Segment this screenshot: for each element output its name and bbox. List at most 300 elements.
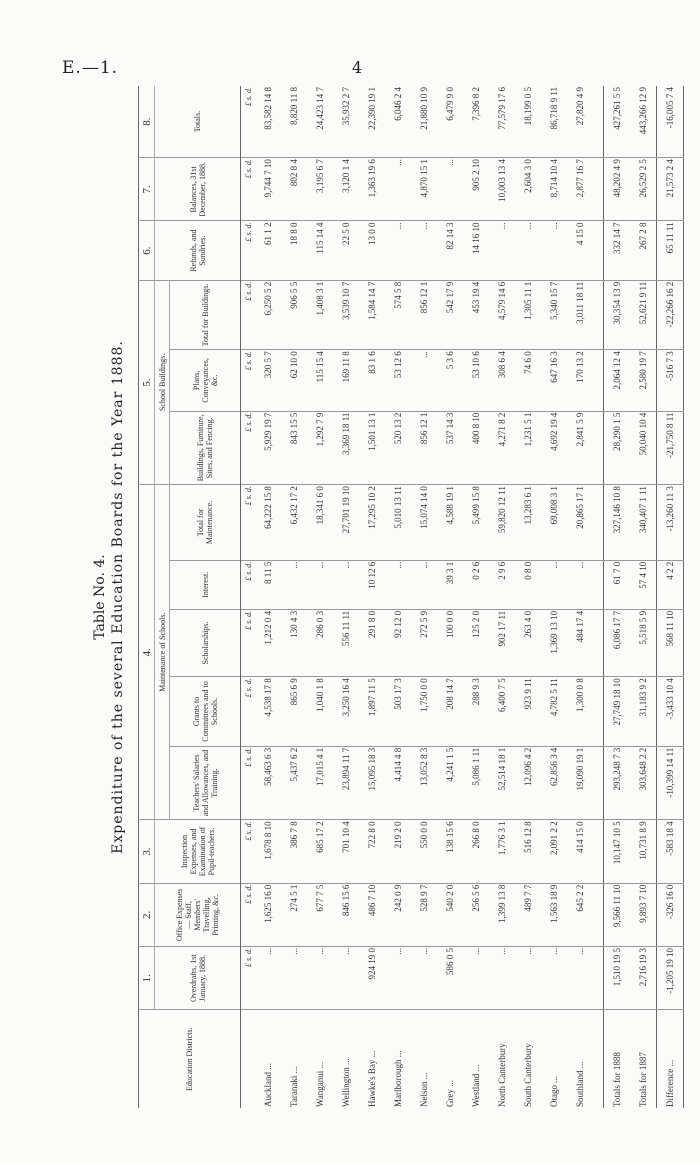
table-cell: -21,750 8 11 [657, 411, 684, 485]
table-cell: 272 5 9 [411, 609, 437, 676]
table-cell: 2,091 2 2 [541, 820, 567, 883]
table-cell: 1,363 19 6 [359, 158, 385, 221]
units-row [241, 86, 256, 1108]
table-cell: 64,222 15 8 [255, 485, 281, 561]
group-number-6: 6. [139, 221, 155, 280]
table-cell: 27,701 19 10 [333, 485, 359, 561]
difference-row [657, 86, 684, 1108]
table-cell: ... [567, 947, 593, 1010]
table-subtitle: Expenditure of the several Education Boards for the Year 1888. [110, 340, 126, 854]
table-cell: 4,538 17 8 [255, 677, 281, 746]
group-number-8: 8. [139, 86, 155, 158]
row-label: Difference ... [665, 1059, 675, 1107]
row-gap [593, 86, 604, 1108]
table-cell: 540 2 0 [437, 883, 463, 946]
units-cell: £ s. d. [241, 947, 256, 1010]
table-cell: 1,231 5 1 [515, 411, 541, 485]
row-label: Grey ... [445, 1080, 455, 1107]
table-cell: 13 0 0 [359, 221, 385, 280]
table-cell: 685 17 2 [307, 820, 333, 883]
table-cell: -3,433 10 4 [657, 677, 684, 746]
table-cell: ... [281, 560, 307, 609]
table-cell: 865 6 9 [281, 677, 307, 746]
table-cell: 208 14 7 [437, 677, 463, 746]
table-row [567, 86, 593, 1108]
table-cell: 484 17 4 [567, 609, 593, 676]
table-cell: 414 15 0 [567, 820, 593, 883]
table-cell: -583 18 4 [657, 820, 684, 883]
table-cell: ... [385, 947, 411, 1010]
table-cell: 293,248 7 3 [604, 746, 631, 820]
table-cell: 7,396 8 2 [463, 86, 489, 158]
rotated-table-page [92, 86, 688, 1108]
table-cell: ... [281, 947, 307, 1010]
units-cell: £ s. d. [241, 677, 256, 746]
table-cell: 115 14 4 [307, 221, 333, 280]
table-cell: ... [515, 947, 541, 1010]
table-cell: 20,865 17 1 [567, 485, 593, 561]
table-cell: 138 15 6 [437, 820, 463, 883]
table-cell: 9,566 11 10 [604, 883, 631, 946]
table-cell: 57 4 10 [630, 560, 657, 609]
table-cell: 23,894 11 7 [333, 746, 359, 820]
table-cell: 6,086 17 7 [604, 609, 631, 676]
expenditure-table [138, 86, 684, 1108]
table-cell: 902 17 11 [489, 609, 515, 676]
table-cell: -13,260 11 3 [657, 485, 684, 561]
table-cell: ... [255, 947, 281, 1010]
table-cell: ... [385, 158, 411, 221]
units-spacer [241, 1010, 256, 1108]
col-header-interest: Interest. [170, 560, 241, 609]
table-cell: 303,648 2 2 [630, 746, 657, 820]
row-label: Totals for 1888 [612, 1052, 622, 1107]
table-cell: 27,820 4 9 [567, 86, 593, 158]
table-cell: 263 4 0 [515, 609, 541, 676]
table-cell: 53 10 6 [463, 350, 489, 411]
table-cell: ... [541, 560, 567, 609]
table-cell: 5,499 15 8 [463, 485, 489, 561]
table-cell: 2,716 19 3 [630, 947, 657, 1010]
table-cell: 2,580 19 7 [630, 350, 657, 411]
table-cell: 14 16 10 [463, 221, 489, 280]
table-cell: 1,750 0 0 [411, 677, 437, 746]
table-cell: 21,573 2 4 [657, 158, 684, 221]
table-cell: 1,369 13 10 [541, 609, 567, 676]
table-row [255, 86, 281, 1108]
table-cell: 26,529 2 5 [630, 158, 657, 221]
table-cell: 6,250 5 2 [255, 280, 281, 349]
table-cell: 12,096 4 2 [515, 746, 541, 820]
table-cell: 58,463 6 3 [255, 746, 281, 820]
col-header-total-maintenance: Total for Maintenance. [170, 485, 241, 561]
col-header-overdrafts: Overdrafts, 1st January, 1888. [155, 947, 241, 1010]
units-cell: £ s. d. [241, 560, 256, 609]
table-cell: 2,604 3 0 [515, 158, 541, 221]
table-cell: 61 1 2 [255, 221, 281, 280]
row-label: Auckland ... [263, 1063, 273, 1107]
table-cell: 86,718 9 11 [541, 86, 567, 158]
units-cell: £ s. d. [241, 86, 256, 158]
table-cell: ... [411, 350, 437, 411]
table-row [541, 86, 567, 1108]
table-cell: 3,250 16 4 [333, 677, 359, 746]
table-cell: 1,563 18 9 [541, 883, 567, 946]
table-cell: 0 8 0 [515, 560, 541, 609]
table-cell: 53 12 6 [385, 350, 411, 411]
table-cell: 677 7 5 [307, 883, 333, 946]
table-cell: 1,584 14 7 [359, 280, 385, 349]
row-label: Marlborough ... [393, 1050, 403, 1107]
table-cell: -22,266 16 2 [657, 280, 684, 349]
table-cell: 8 11 5 [255, 560, 281, 609]
table-cell: 59,820 12 11 [489, 485, 515, 561]
table-cell: ... [437, 158, 463, 221]
table-cell: ... [385, 221, 411, 280]
table-cell: 645 2 2 [567, 883, 593, 946]
table-cell: 10,147 10 5 [604, 820, 631, 883]
table-cell: 1,510 19 5 [604, 947, 631, 1010]
table-cell: 4 15 0 [567, 221, 593, 280]
table-cell: ... [489, 947, 515, 1010]
table-cell: ... [541, 947, 567, 1010]
table-cell: 906 5 5 [281, 280, 307, 349]
col-header-total-buildings: Total for Buildings. [170, 280, 241, 349]
table-cell: 9,744 7 10 [255, 158, 281, 221]
table-cell: 100 0 0 [437, 609, 463, 676]
table-cell: 386 7 8 [281, 820, 307, 883]
table-cell: 8,820 11 8 [281, 86, 307, 158]
table-cell: 4,271 8 2 [489, 411, 515, 485]
table-cell: 3,369 18 11 [333, 411, 359, 485]
table-cell: 586 0 5 [437, 947, 463, 1010]
table-cell: 10 12 6 [359, 560, 385, 609]
table-cell: 6,046 2 4 [385, 86, 411, 158]
table-cell: ... [411, 221, 437, 280]
table-row [385, 86, 411, 1108]
table-cell: 2,841 5 9 [567, 411, 593, 485]
row-label: Taranaki ... [289, 1066, 299, 1107]
table-cell: 0 2 6 [463, 560, 489, 609]
col-header-buildings: Buildings, Furniture, Sites, and Fencing. [170, 411, 241, 485]
table-cell: 4,782 5 11 [541, 677, 567, 746]
table-cell: 10,003 13 4 [489, 158, 515, 221]
table-cell: 169 11 8 [333, 350, 359, 411]
table-cell: 5,010 13 11 [385, 485, 411, 561]
table-row [463, 86, 489, 1108]
table-cell: 9,893 7 10 [630, 883, 657, 946]
table-cell: 291 8 0 [359, 609, 385, 676]
page-number: 4 [352, 58, 363, 77]
table-cell: ... [411, 947, 437, 1010]
table-cell: 17,295 10 2 [359, 485, 385, 561]
table-cell: 22 5 0 [333, 221, 359, 280]
table-cell: 856 12 1 [411, 411, 437, 485]
units-cell: £ s. d. [241, 883, 256, 946]
totals-row [630, 86, 657, 1108]
table-cell: 18,341 6 0 [307, 485, 333, 561]
table-cell: 35,932 2 7 [333, 86, 359, 158]
table-cell: 17,015 4 1 [307, 746, 333, 820]
row-label: Southland ... [575, 1061, 585, 1107]
table-cell: ... [489, 221, 515, 280]
row-label: South Canterbury [523, 1043, 533, 1107]
table-cell: 5,086 1 11 [463, 746, 489, 820]
table-cell: 320 5 7 [255, 350, 281, 411]
col-header-refunds: Refunds, and Sundries. [155, 221, 241, 280]
table-cell: 48,202 4 9 [604, 158, 631, 221]
table-cell: 28,290 1 5 [604, 411, 631, 485]
table-cell: 219 2 0 [385, 820, 411, 883]
table-cell: 5,437 6 2 [281, 746, 307, 820]
row-label: Hawke's Bay ... [367, 1050, 377, 1107]
table-cell: 62,856 3 4 [541, 746, 567, 820]
table-cell: 52,621 9 11 [630, 280, 657, 349]
table-cell: 340,407 1 11 [630, 485, 657, 561]
table-cell: 1,040 1 8 [307, 677, 333, 746]
group-number-2: 2. [139, 883, 155, 946]
table-cell: 1,776 3 1 [489, 820, 515, 883]
table-cell: 13,052 8 3 [411, 746, 437, 820]
table-cell: 4,414 4 8 [385, 746, 411, 820]
table-cell: 453 19 4 [463, 280, 489, 349]
table-cell: 65 11 11 [657, 221, 684, 280]
table-cell: ... [307, 947, 333, 1010]
table-cell: 1,625 16 0 [255, 883, 281, 946]
table-cell: 24,423 14 7 [307, 86, 333, 158]
table-cell: 556 11 11 [333, 609, 359, 676]
table-cell: 69,008 3 1 [541, 485, 567, 561]
table-row [307, 86, 333, 1108]
table-cell: 27,749 18 10 [604, 677, 631, 746]
table-cell: 647 16 3 [541, 350, 567, 411]
units-cell: £ s. d. [241, 280, 256, 349]
table-row [515, 86, 541, 1108]
table-row [359, 86, 385, 1108]
group-label-maintenance: Maintenance of Schools. [155, 485, 170, 820]
table-cell: 1,399 13 8 [489, 883, 515, 946]
table-cell: 542 17 9 [437, 280, 463, 349]
table-cell: 924 19 0 [359, 947, 385, 1010]
table-cell: 21,880 10 9 [411, 86, 437, 158]
table-cell: 4,870 15 1 [411, 158, 437, 221]
table-cell: 486 7 10 [359, 883, 385, 946]
table-cell: 5,340 15 7 [541, 280, 567, 349]
table-cell: 327,146 10 8 [604, 485, 631, 561]
row-label: Westland ... [471, 1064, 481, 1107]
units-cell: £ s. d. [241, 350, 256, 411]
table-cell: ... [567, 560, 593, 609]
table-cell: 115 15 4 [307, 350, 333, 411]
table-cell: 61 7 0 [604, 560, 631, 609]
table-cell: 905 2 10 [463, 158, 489, 221]
table-cell: 13,283 6 1 [515, 485, 541, 561]
table-cell: 1,501 13 1 [359, 411, 385, 485]
table-cell: 3,011 18 11 [567, 280, 593, 349]
table-cell: 528 9 7 [411, 883, 437, 946]
units-cell: £ s. d. [241, 485, 256, 561]
table-cell: 267 2 8 [630, 221, 657, 280]
table-cell: 274 5 1 [281, 883, 307, 946]
table-cell: 843 15 5 [281, 411, 307, 485]
table-cell: 92 12 0 [385, 609, 411, 676]
table-cell: ... [307, 560, 333, 609]
table-row [281, 86, 307, 1108]
table-cell: -326 16 0 [657, 883, 684, 946]
col-header-scholarships: Scholarships. [170, 609, 241, 676]
table-cell: 4,579 14 6 [489, 280, 515, 349]
table-cell: ... [333, 560, 359, 609]
table-cell: 550 0 0 [411, 820, 437, 883]
table-cell: 15,074 14 0 [411, 485, 437, 561]
table-cell: ... [515, 221, 541, 280]
table-cell: ... [385, 560, 411, 609]
table-cell: 6,432 17 2 [281, 485, 307, 561]
table-cell: 722 8 0 [359, 820, 385, 883]
table-body [241, 86, 684, 1108]
table-cell: 52,514 18 1 [489, 746, 515, 820]
table-cell: 83 1 6 [359, 350, 385, 411]
table-row [437, 86, 463, 1108]
col-header-grants: Grants to Committees and to Schools. [170, 677, 241, 746]
table-cell: 1,300 0 8 [567, 677, 593, 746]
group-number-5: 5. [139, 280, 155, 484]
col-header-plans: Plans, Conveyances, &c. [170, 350, 241, 411]
units-cell: £ s. d. [241, 158, 256, 221]
row-label: North Canterbury [497, 1043, 507, 1107]
table-cell: 2 9 6 [489, 560, 515, 609]
group-number-7: 7. [139, 158, 155, 221]
table-cell: 15,095 18 3 [359, 746, 385, 820]
table-cell: 130 4 3 [281, 609, 307, 676]
table-cell: -1,205 19 10 [657, 947, 684, 1010]
table-cell: ... [541, 221, 567, 280]
table-cell: 10,731 8 9 [630, 820, 657, 883]
table-cell: 537 14 3 [437, 411, 463, 485]
table-cell: 4,241 1 5 [437, 746, 463, 820]
table-cell: ... [333, 947, 359, 1010]
col-header-teachers-salaries: Teachers' Salaries and Allowances, and Training. [170, 746, 241, 820]
col-header-balances: Balances, 31st December, 1888. [155, 158, 241, 221]
col-header-office-expenses: Office Expenses— Staff, Members' Travelling, Printing, &c. [155, 883, 241, 946]
table-cell: 701 10 4 [333, 820, 359, 883]
group-number-4: 4. [139, 485, 155, 820]
table-cell: 82 14 3 [437, 221, 463, 280]
totals-row [604, 86, 631, 1108]
table-cell: 856 12 1 [411, 280, 437, 349]
row-label: Totals for 1887 [638, 1052, 648, 1107]
row-label: Nelson ... [419, 1072, 429, 1107]
table-cell: 83,582 14 8 [255, 86, 281, 158]
table-cell: ... [463, 947, 489, 1010]
table-cell: 30,354 13 9 [604, 280, 631, 349]
table-cell: 50,040 10 4 [630, 411, 657, 485]
table-cell: 2,877 16 7 [567, 158, 593, 221]
table-row [489, 86, 515, 1108]
table-cell: 170 13 2 [567, 350, 593, 411]
table-cell: 266 8 0 [463, 820, 489, 883]
table-cell: 4,692 19 4 [541, 411, 567, 485]
table-row [333, 86, 359, 1108]
table-cell: 31,183 9 2 [630, 677, 657, 746]
table-cell: 846 15 6 [333, 883, 359, 946]
table-cell: 8,714 10 4 [541, 158, 567, 221]
table-cell: 400 8 10 [463, 411, 489, 485]
row-label: Otago ... [549, 1076, 559, 1107]
col-header-totals: Totals. [155, 86, 241, 158]
table-cell: 427,261 5 5 [604, 86, 631, 158]
table-cell: -516 7 3 [657, 350, 684, 411]
table-cell: 2,064 12 4 [604, 350, 631, 411]
table-cell: 923 9 11 [515, 677, 541, 746]
table-cell: 802 8 4 [281, 158, 307, 221]
table-cell: 520 13 2 [385, 411, 411, 485]
table-cell: 516 12 8 [515, 820, 541, 883]
table-cell: 3,120 1 4 [333, 158, 359, 221]
table-cell: 77,579 17 6 [489, 86, 515, 158]
table-cell: -16,005 7 4 [657, 86, 684, 158]
group-label-school-buildings: School Buildings. [155, 280, 170, 484]
table-cell: ... [411, 560, 437, 609]
page-header-code: E.—1. [62, 58, 119, 78]
table-cell: 1,212 0 4 [255, 609, 281, 676]
units-cell: £ s. d. [241, 609, 256, 676]
table-title: Table No. 4. [92, 554, 108, 640]
table-cell: 18,199 0 5 [515, 86, 541, 158]
col-header-inspection: Inspection Expenses, and Examination of Pupil-teachers. [155, 820, 241, 883]
table-cell: 286 0 3 [307, 609, 333, 676]
table-cell: 18 8 0 [281, 221, 307, 280]
table-cell: 39 3 1 [437, 560, 463, 609]
table-cell: 19,090 19 1 [567, 746, 593, 820]
table-cell: 1,292 7 9 [307, 411, 333, 485]
units-cell: £ s. d. [241, 746, 256, 820]
table-cell: 5 3 6 [437, 350, 463, 411]
table-cell: 5,518 5 9 [630, 609, 657, 676]
group-number-3: 3. [139, 820, 155, 883]
table-cell: 489 7 7 [515, 883, 541, 946]
table-cell: 1,408 3 1 [307, 280, 333, 349]
group-number-1: 1. [139, 947, 155, 1010]
table-cell: 22,390 19 1 [359, 86, 385, 158]
table-cell: 5,929 19 7 [255, 411, 281, 485]
col-header-district: Education Districts. [139, 1010, 241, 1108]
table-cell: 1,305 11 1 [515, 280, 541, 349]
units-cell: £ s. d. [241, 820, 256, 883]
table-cell: 503 17 3 [385, 677, 411, 746]
units-cell: £ s. d. [241, 221, 256, 280]
table-cell: 443,266 12 9 [630, 86, 657, 158]
table-cell: 62 10 0 [281, 350, 307, 411]
table-cell: 6,479 9 0 [437, 86, 463, 158]
table-cell: 308 6 4 [489, 350, 515, 411]
table-cell: 125 2 0 [463, 609, 489, 676]
table-cell: 242 0 9 [385, 883, 411, 946]
table-cell: 332 14 7 [604, 221, 631, 280]
table-row [411, 86, 437, 1108]
units-cell: £ s. d. [241, 411, 256, 485]
table-cell: 4 2 2 [657, 560, 684, 609]
table-cell: 6,400 7 5 [489, 677, 515, 746]
table-cell: 256 5 6 [463, 883, 489, 946]
table-cell: 3,195 6 7 [307, 158, 333, 221]
table-cell: -10,399 14 11 [657, 746, 684, 820]
table-cell: 74 6 0 [515, 350, 541, 411]
table-cell: 288 9 3 [463, 677, 489, 746]
table-cell: 1,678 8 10 [255, 820, 281, 883]
table-cell: 568 11 10 [657, 609, 684, 676]
row-label: Wellington ... [341, 1058, 351, 1107]
